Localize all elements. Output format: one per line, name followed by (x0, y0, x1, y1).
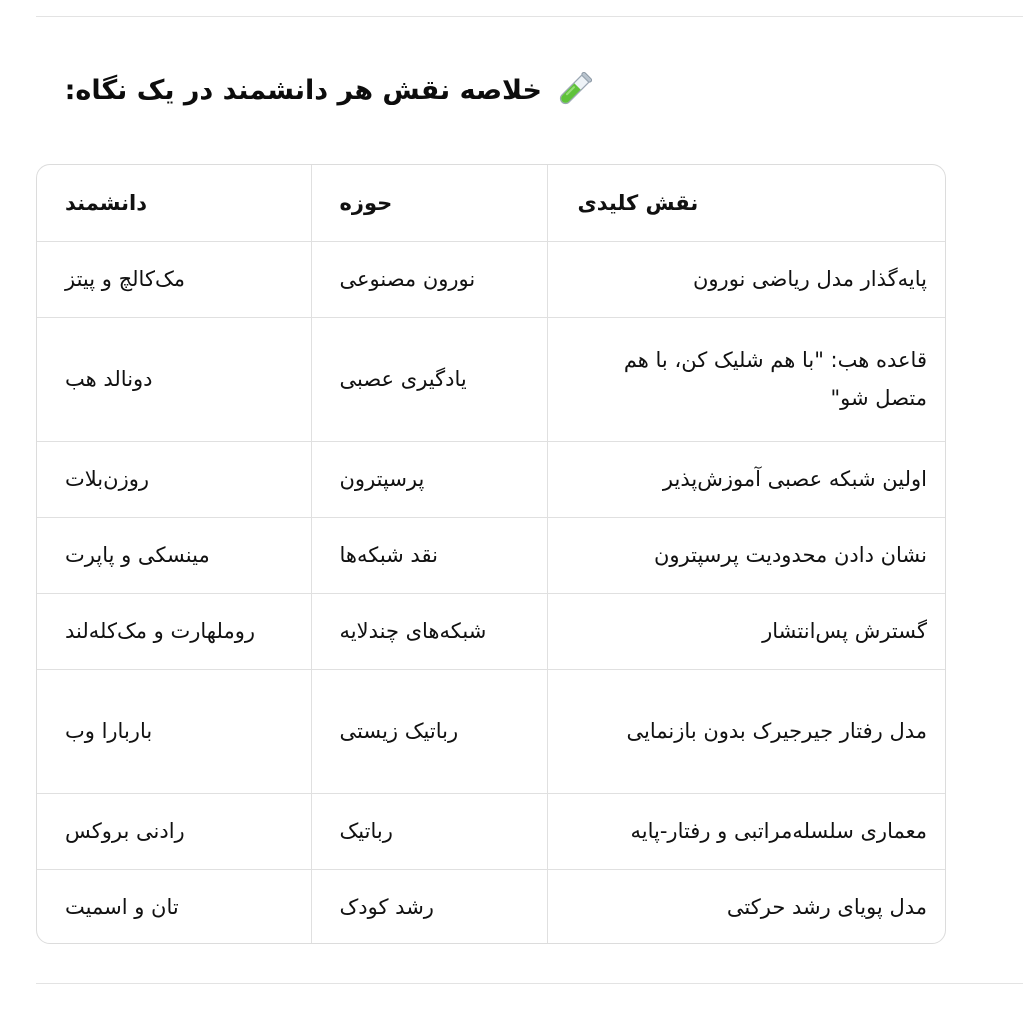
cell-scientist: رادنی بروکس (37, 793, 311, 869)
heading-text: خلاصه نقش هر دانشمند در یک نگاه: (64, 74, 542, 106)
table-row (37, 317, 946, 441)
cell-field: یادگیری عصبی (311, 317, 547, 441)
cell-scientist: روملهارت و مک‌کله‌لند (37, 593, 311, 669)
cell-role: پایه‌گذار مدل ریاضی نورون (547, 241, 946, 317)
bottom-divider (36, 983, 1023, 984)
cell-field: نقد شبکه‌ها (311, 517, 547, 593)
cell-field: پرسپترون (311, 441, 547, 517)
table-row (37, 517, 946, 593)
table-row (37, 441, 946, 517)
cell-scientist: باربارا وب (37, 669, 311, 793)
table-row (37, 593, 946, 669)
header-role: نقش کلیدی (547, 165, 946, 241)
header-scientist: دانشمند (37, 165, 311, 241)
summary-table (36, 164, 946, 944)
cell-role: گسترش پس‌انتشار (547, 593, 946, 669)
section-heading (36, 60, 596, 120)
table-row (37, 793, 946, 869)
cell-role: معماری سلسله‌مراتبی و رفتار-پایه (547, 793, 946, 869)
cell-role: نشان دادن محدودیت پرسپترون (547, 517, 946, 593)
test-tube-icon (552, 68, 596, 112)
cell-role: اولین شبکه عصبی آموزش‌پذیر (547, 441, 946, 517)
table-header-row (37, 165, 946, 241)
top-divider (36, 16, 1023, 17)
table-row (37, 869, 946, 944)
table-row (37, 669, 946, 793)
cell-scientist: مینسکی و پاپرت (37, 517, 311, 593)
table-row (37, 241, 946, 317)
cell-role: مدل پویای رشد حرکتی (726, 895, 927, 920)
cell-scientist: دونالد هب (37, 317, 311, 441)
cell-scientist: تان و اسمیت (37, 869, 311, 944)
cell-scientist: مک‌کالچ و پیتز (37, 241, 311, 317)
cell-field: رباتیک (311, 793, 547, 869)
cell-role: مدل رفتار جیرجیرک بدون بازنمایی (547, 669, 946, 793)
cell-field: نورون مصنوعی (311, 241, 547, 317)
header-field: حوزه (311, 165, 547, 241)
cell-field: رباتیک زیستی (311, 669, 547, 793)
cell-role: قاعده هب: "با هم شلیک کن، با هم متصل شو" (547, 317, 946, 441)
cell-field: رشد کودک (311, 869, 547, 944)
cell-scientist: روزن‌بلات (37, 441, 311, 517)
cell-field: شبکه‌های چندلایه (311, 593, 547, 669)
